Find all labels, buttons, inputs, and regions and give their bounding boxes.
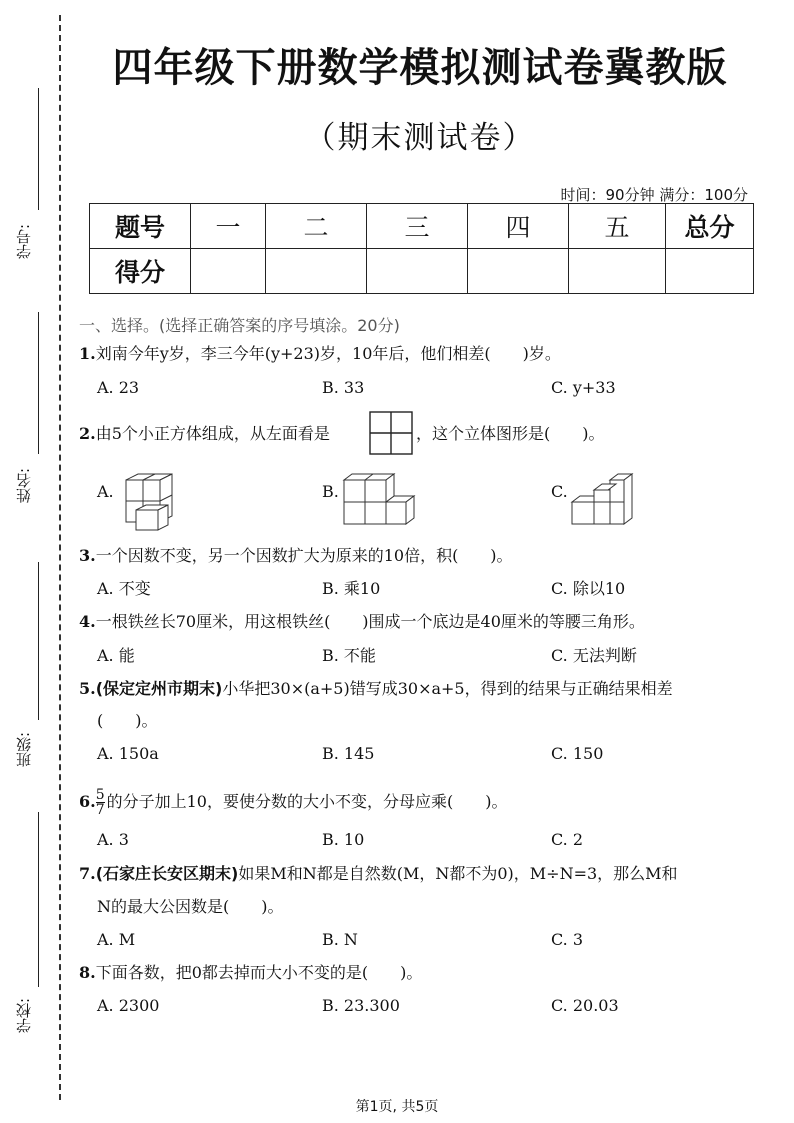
question-text: 一个因数不变，另一个因数扩大为原来的10倍，积( )。 <box>95 546 513 565</box>
option-b[interactable]: B. 不能 <box>322 646 376 665</box>
question-text: 的分子加上10，要使分数的大小不变，分母应乘( )。 <box>106 792 508 811</box>
question-2 <box>79 424 330 444</box>
question-7 <box>79 864 678 884</box>
fraction-numerator: 5 <box>95 787 105 803</box>
question-number: 4. <box>79 612 96 631</box>
option-c[interactable]: C. <box>551 482 568 501</box>
fraction-denominator: 7 <box>95 802 105 818</box>
school-line[interactable] <box>38 812 39 987</box>
question-5-continuation: ( )。 <box>97 711 158 730</box>
page-footer: 第1页, 共5页 <box>355 1099 439 1115</box>
option-a[interactable]: A. <box>97 482 114 501</box>
cube-figure-b-icon[interactable] <box>342 472 416 526</box>
question-8 <box>79 963 422 983</box>
section-heading: 一、选择。(选择正确答案的序号填涂。20分) <box>79 316 400 335</box>
question-text: 一根铁丝长70厘米，用这根铁丝( )围成一个底边是40厘米的等腰三角形。 <box>95 612 645 631</box>
binding-dashed-line <box>59 15 61 1100</box>
option-c[interactable]: C. 2 <box>551 830 584 849</box>
option-b[interactable]: B. 10 <box>322 830 365 849</box>
header-cell: 四 <box>468 204 569 249</box>
name-label: 姓名: <box>15 467 33 503</box>
question-4 <box>79 612 645 632</box>
score-table-score-row <box>90 249 754 294</box>
page-title: 四年级下册数学模拟测试卷冀教版 <box>112 45 728 91</box>
option-c[interactable]: C. y+33 <box>551 378 616 397</box>
option-c[interactable]: C. 150 <box>551 744 604 763</box>
header-cell: 五 <box>569 204 666 249</box>
option-c[interactable]: C. 除以10 <box>551 579 626 598</box>
row-label-cell: 得分 <box>90 249 191 294</box>
student-id-line[interactable] <box>38 88 39 210</box>
option-b[interactable]: B. 145 <box>322 744 375 763</box>
question-text: 由5个小正方体组成，从左面看是 <box>95 424 330 443</box>
option-a[interactable]: A. 不变 <box>97 579 151 598</box>
header-cell: 一 <box>191 204 266 249</box>
question-2-continuation: ，这个立体图形是( )。 <box>416 424 605 443</box>
question-source: (石家庄长安区期末) <box>95 864 239 883</box>
option-c[interactable]: C. 无法判断 <box>551 646 637 665</box>
question-text: 下面各数，把0都去掉而大小不变的是( )。 <box>95 963 423 982</box>
score-cell[interactable] <box>367 249 468 294</box>
question-number: 5. <box>79 679 96 698</box>
header-cell: 三 <box>367 204 468 249</box>
question-3 <box>79 546 513 566</box>
question-number: 1. <box>79 344 96 363</box>
class-label: 班级: <box>15 731 33 767</box>
question-5 <box>79 679 673 699</box>
cube-figure-a-icon[interactable] <box>116 472 176 532</box>
option-b[interactable]: B. 乘10 <box>322 579 381 598</box>
question-7-continuation: N的最大公因数是( )。 <box>97 897 284 916</box>
option-b[interactable]: B. <box>322 482 339 501</box>
time-info: 时间：90分钟 满分：100分 <box>560 186 748 204</box>
cube-figure-c-icon[interactable] <box>570 472 634 534</box>
school-label: 学校: <box>15 997 33 1033</box>
score-cell[interactable] <box>569 249 666 294</box>
score-table-header-row <box>90 204 754 249</box>
option-a[interactable]: A. 23 <box>97 378 140 397</box>
option-c[interactable]: C. 3 <box>551 930 584 949</box>
question-number: 8. <box>79 963 96 982</box>
score-cell[interactable] <box>191 249 266 294</box>
option-a[interactable]: A. M <box>97 930 136 949</box>
question-1 <box>79 344 561 364</box>
header-cell: 题号 <box>90 204 191 249</box>
left-view-grid-icon <box>369 411 413 455</box>
question-source: (保定定州市期末) <box>95 679 223 698</box>
fraction <box>96 788 105 817</box>
option-a[interactable]: A. 2300 <box>97 996 160 1015</box>
option-c[interactable]: C. 20.03 <box>551 996 619 1015</box>
question-number: 3. <box>79 546 96 565</box>
score-cell[interactable] <box>266 249 367 294</box>
header-cell: 总分 <box>666 204 754 249</box>
option-a[interactable]: A. 3 <box>97 830 129 849</box>
student-id-label: 学号: <box>15 223 33 259</box>
header-cell: 二 <box>266 204 367 249</box>
page-subtitle: （期末测试卷） <box>304 120 536 156</box>
class-line[interactable] <box>38 562 39 720</box>
question-number: 6. <box>79 792 96 811</box>
question-text: 如果M和N都是自然数(M，N都不为0)，M÷N=3，那么M和 <box>238 864 678 883</box>
score-cell[interactable] <box>468 249 569 294</box>
option-a[interactable]: A. 150a <box>97 744 159 763</box>
name-line[interactable] <box>38 312 39 454</box>
option-b[interactable]: B. 23.300 <box>322 996 400 1015</box>
option-b[interactable]: B. N <box>322 930 358 949</box>
question-6 <box>79 788 507 817</box>
question-text: 小华把30×(a+5)错写成30×a+5，得到的结果与正确结果相差 <box>222 679 673 698</box>
score-table <box>89 203 754 294</box>
option-b[interactable]: B. 33 <box>322 378 365 397</box>
score-cell[interactable] <box>666 249 754 294</box>
question-number: 2. <box>79 424 96 443</box>
question-text: 刘南今年y岁，李三今年(y+23)岁，10年后，他们相差( )岁。 <box>95 344 561 363</box>
option-a[interactable]: A. 能 <box>97 646 135 665</box>
question-number: 7. <box>79 864 96 883</box>
